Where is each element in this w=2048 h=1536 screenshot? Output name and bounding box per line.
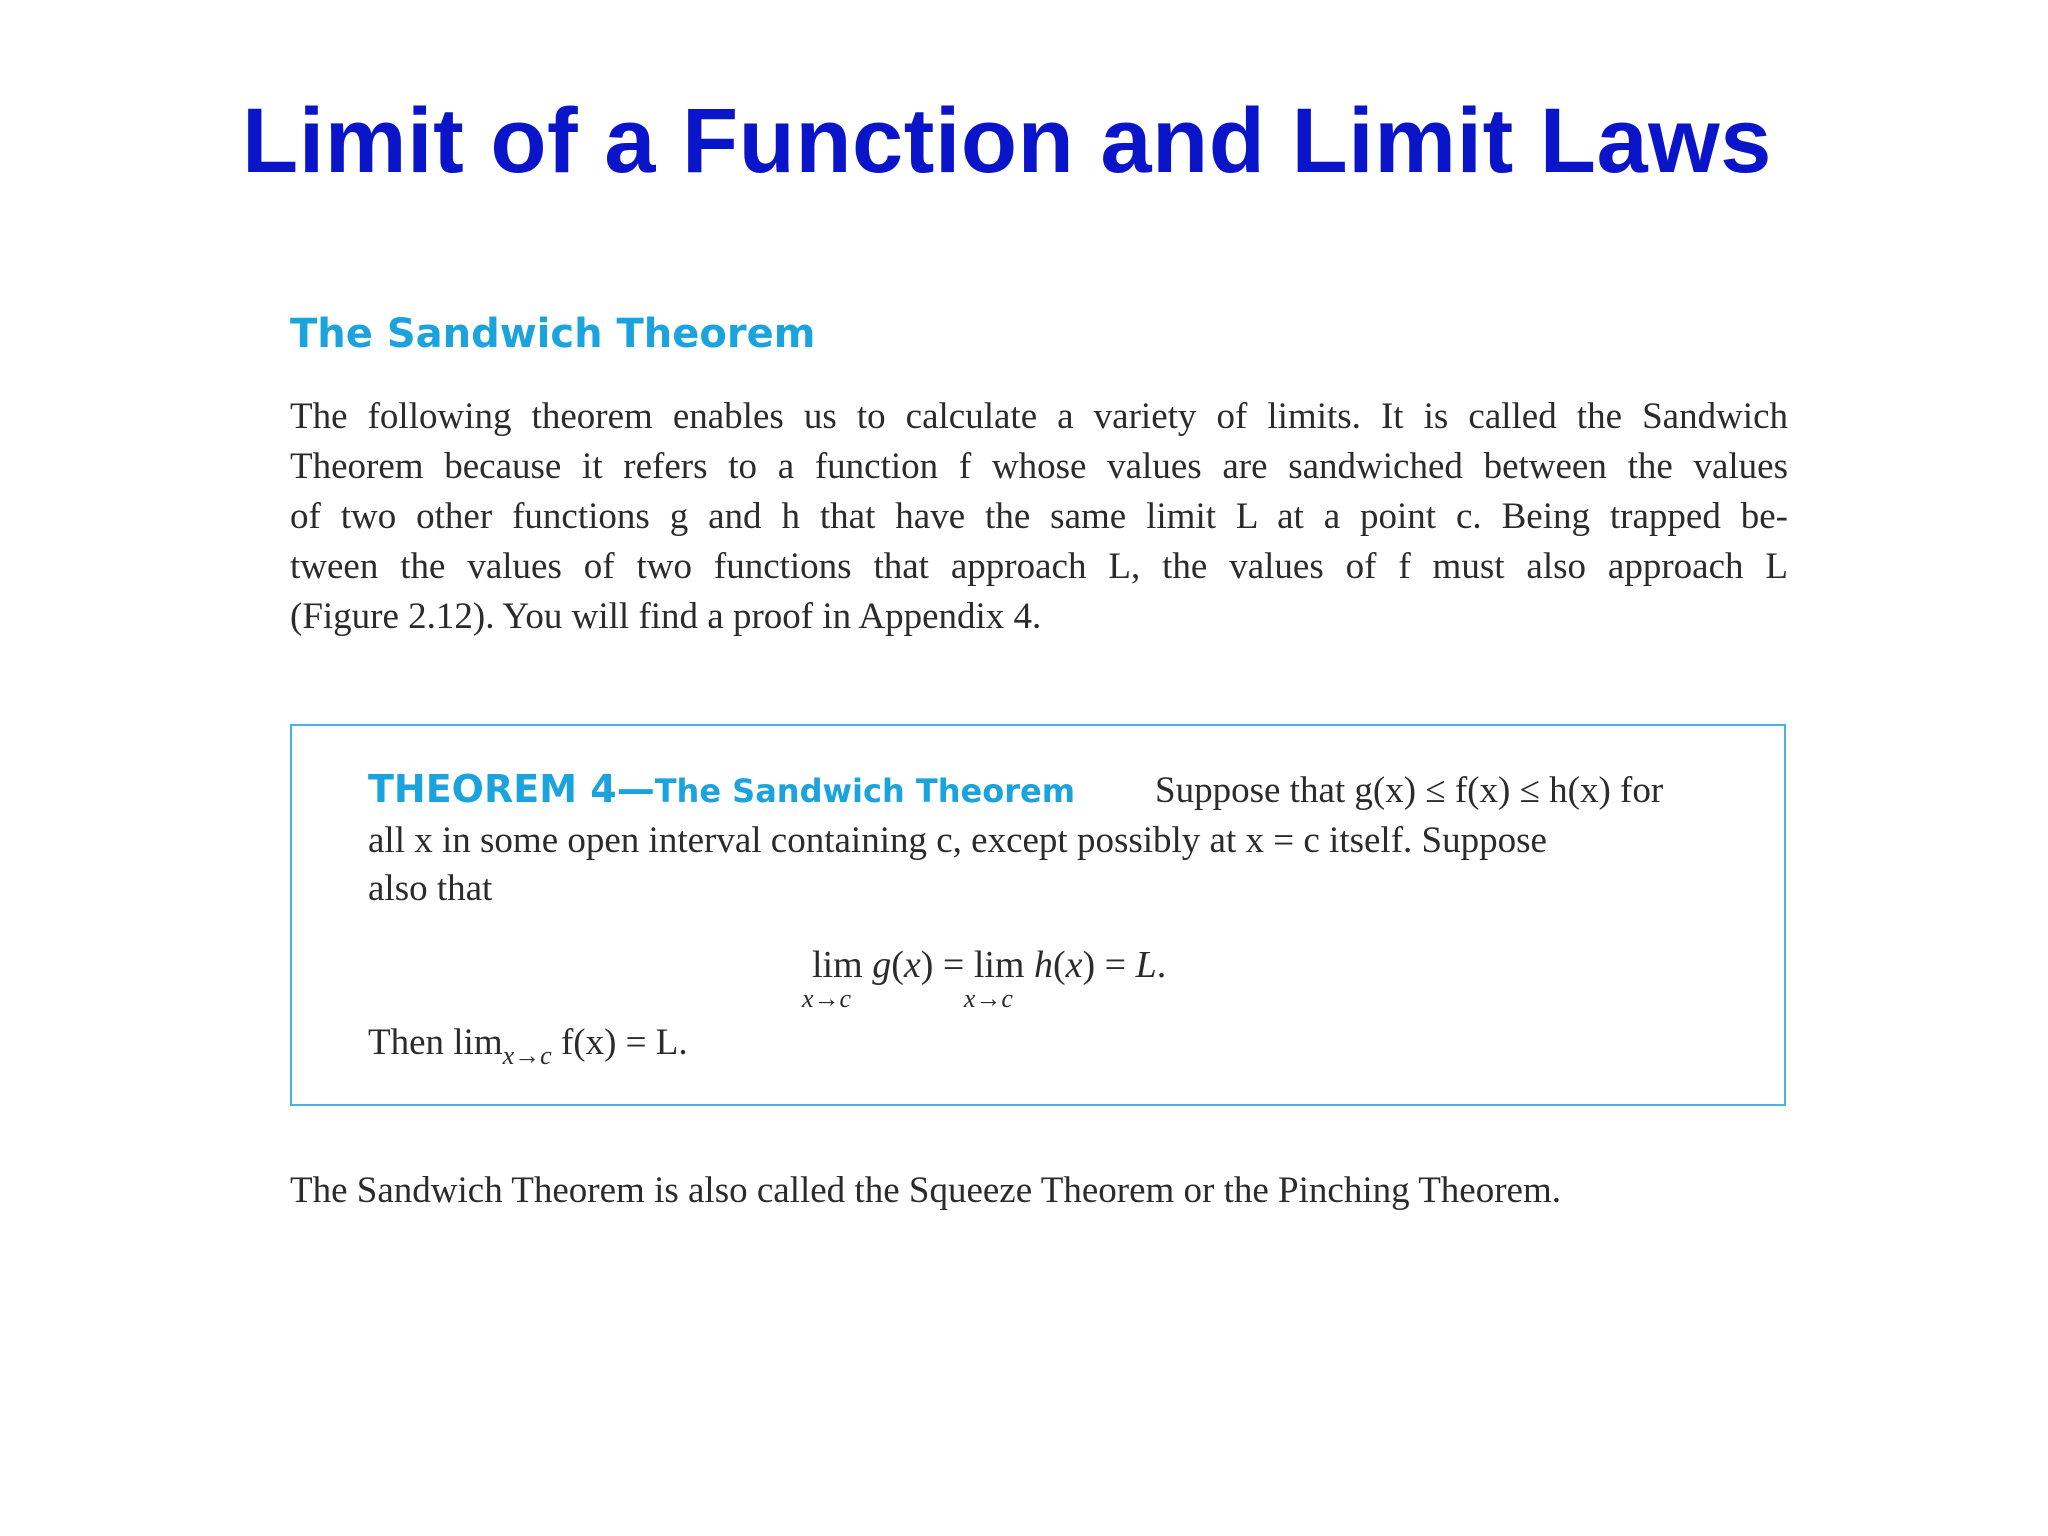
- theorem-statement-line-1: Suppose that g(x) ≤ f(x) ≤ h(x) for: [1155, 770, 1664, 811]
- section-heading: The Sandwich Theorem: [290, 311, 816, 357]
- intro-line: The following theorem enables us to calculate a variety of limits. It is called the Sandwich: [290, 396, 1788, 437]
- theorem-conclusion: [368, 1022, 688, 1070]
- intro-line: (Figure 2.12). You will find a proof in Appendix 4.: [290, 596, 1042, 637]
- display-equation: lim x→c g(x) = lim x→c h(x) = L.: [802, 944, 1167, 1013]
- theorem-header-line: [368, 767, 1664, 811]
- limit-subscript: x→c: [802, 984, 852, 1013]
- limit-operator-h: lim x→c: [963, 944, 1025, 1013]
- conclusion-subscript: x→c: [502, 1041, 552, 1070]
- intro-paragraph: [290, 392, 1788, 642]
- conclusion-suffix: f(x) = L.: [551, 1022, 688, 1063]
- theorem-statement-line-3: also that: [368, 868, 493, 909]
- closing-note: The Sandwich Theorem is also called the Squeeze Theorem or the Pinching Theorem.: [290, 1170, 1561, 1211]
- theorem-box: [290, 724, 1786, 1106]
- theorem-name: The Sandwich Theorem: [654, 772, 1076, 810]
- slide-title: Limit of a Function and Limit Laws: [242, 90, 1772, 192]
- theorem-statement-line-2: all x in some open interval containing c, except possibly at x = c itself. Suppose: [368, 820, 1547, 861]
- conclusion-prefix: Then lim: [368, 1022, 503, 1063]
- intro-line: Theorem because it refers to a function f whose values are sandwiched between the values: [290, 446, 1788, 487]
- intro-line: of two other functions g and h that have the same limit L at a point c. Being trapped be-: [290, 496, 1788, 537]
- intro-line: tween the values of two functions that approach L, the values of f must also approach L: [290, 546, 1788, 587]
- theorem-label: THEOREM 4—: [368, 767, 655, 811]
- limit-operator-g: lim x→c: [802, 944, 863, 1013]
- limit-subscript: x→c: [963, 984, 1013, 1013]
